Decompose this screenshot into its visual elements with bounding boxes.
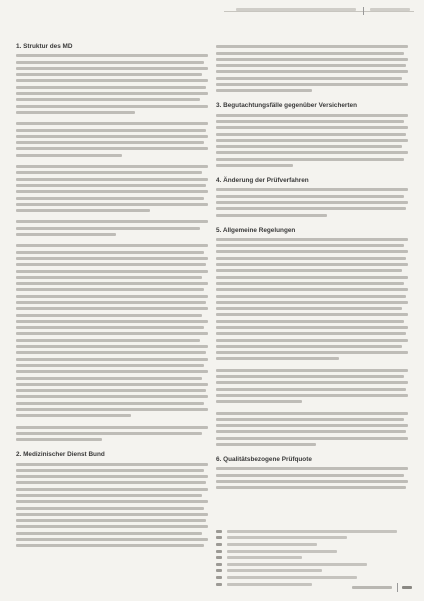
paragraph [16,244,208,417]
footnote [216,574,408,581]
paragraph [216,188,408,216]
header-text-placeholder [370,8,410,11]
right-column [216,42,408,489]
paragraph [16,165,208,212]
header-rule [224,11,414,12]
footnote [216,535,408,542]
footnote [216,541,408,548]
footnote [216,528,408,535]
paragraph [216,238,408,361]
footnote [216,548,408,555]
running-header [214,7,414,17]
paragraph [216,369,408,403]
paragraph [16,426,208,442]
header-text-placeholder [236,8,356,11]
footnote [216,561,408,568]
section-heading: 2. Medizinischer Dienst Bund [16,451,105,459]
section-heading: 1. Struktur des MD [16,43,73,50]
paragraph [216,114,408,167]
left-column [16,42,208,547]
section-heading: 6. Qualitätsbezogene Prüfquote [216,456,312,464]
paragraph [16,122,208,156]
header-separator [363,7,364,15]
section-heading: 5. Allgemeine Regelungen [216,226,296,234]
paragraph [216,467,408,489]
section-heading: 4. Änderung der Prüfverfahren [216,177,309,185]
paragraph [16,463,208,548]
page-number-placeholder [402,586,412,589]
footnotes [216,528,408,587]
footer-separator [397,583,398,592]
footnote [216,554,408,561]
paragraph [16,220,208,236]
paragraph [216,45,408,92]
paragraph [216,412,408,446]
footnote [216,568,408,575]
section-heading: 3. Begutachtungsfälle gegenüber Versicherten [216,102,357,110]
paragraph [16,54,208,114]
page-footer [332,583,412,593]
footer-text-placeholder [352,586,392,589]
